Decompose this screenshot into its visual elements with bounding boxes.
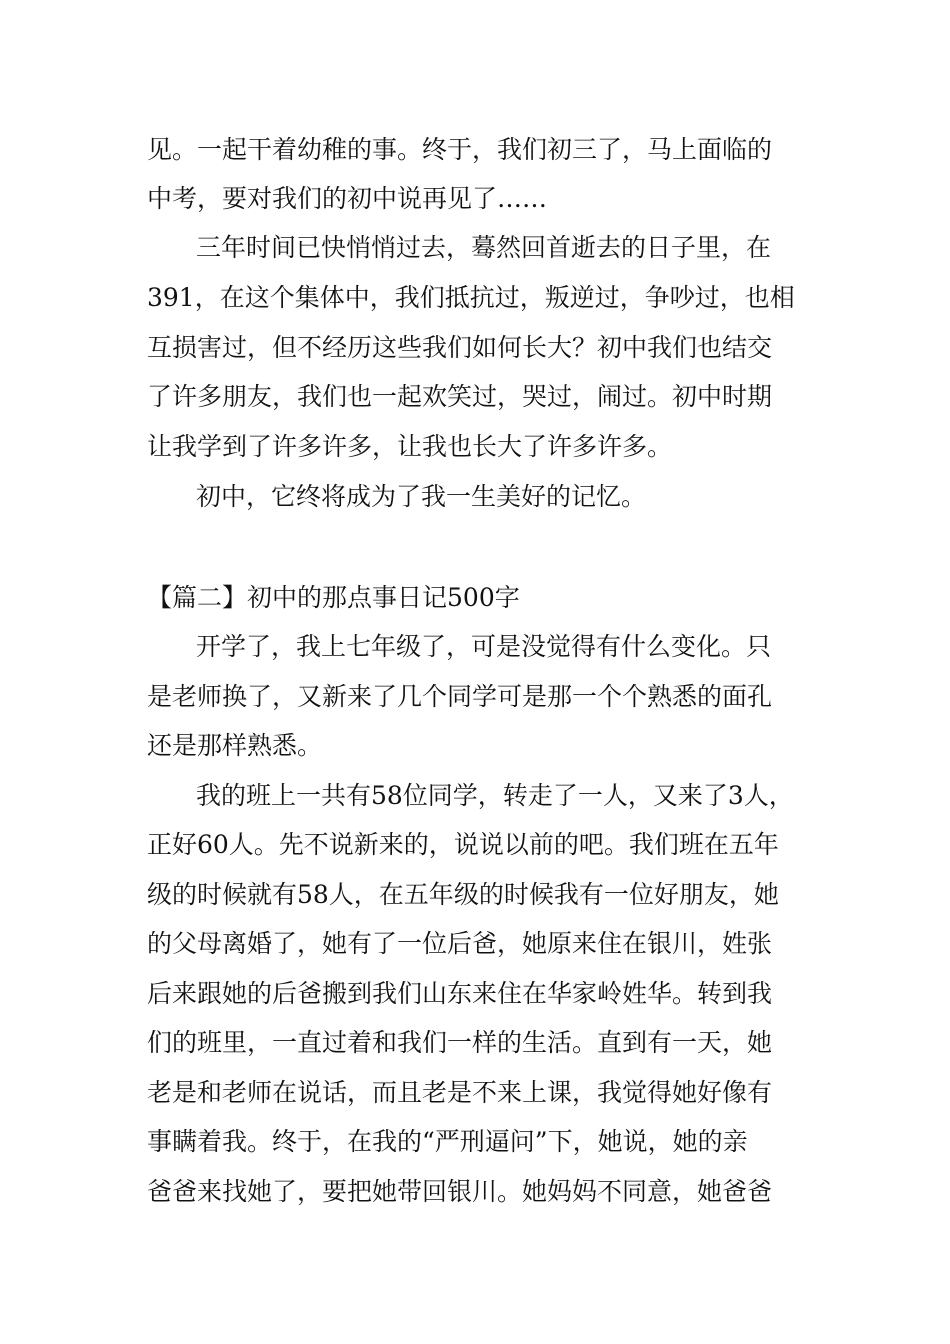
section-heading: 【篇二】初中的那点事日记500字: [147, 583, 520, 612]
paragraph-line: 正好60人。先不说新来的，说说以前的吧。我们班在五年: [147, 830, 779, 859]
paragraph-line: 见。一起干着幼稚的事。终于，我们初三了，马上面临的: [147, 135, 773, 164]
paragraph-line: 让我学到了许多许多，让我也长大了许多许多。: [147, 432, 673, 461]
paragraph-line: 391，在这个集体中，我们抵抗过，叛逆过，争吵过，也相: [147, 283, 795, 312]
paragraph-line: 是老师换了，又新来了几个同学可是那一个个熟悉的面孔: [147, 682, 773, 711]
paragraph-line: 事瞒着我。终于，在我的“严刑逼问”下，她说，她的亲: [147, 1127, 748, 1156]
paragraph-line: 互损害过，但不经历这些我们如何长大？初中我们也结交: [147, 333, 773, 362]
paragraph-line: 后来跟她的后爸搬到我们山东来住在华家岭姓华。转到我: [147, 979, 773, 1008]
paragraph-line: 爸爸来找她了，要把她带回银川。她妈妈不同意，她爸爸: [147, 1177, 773, 1206]
paragraph-line: 开学了，我上七年级了，可是没觉得有什么变化。只: [196, 632, 772, 661]
paragraph-line: 我的班上一共有58位同学，转走了一人，又来了3人，: [196, 781, 794, 810]
paragraph-line: 的父母离婚了，她有了一位后爸，她原来住在银川，姓张: [147, 929, 773, 958]
paragraph-line: 三年时间已快悄悄过去，蓦然回首逝去的日子里，在: [196, 233, 772, 262]
paragraph-line: 中考，要对我们的初中说再见了……: [147, 184, 548, 213]
paragraph-line: 了许多朋友，我们也一起欢笑过，哭过，闹过。初中时期: [147, 382, 773, 411]
paragraph-line: 老是和老师在说话，而且老是不来上课，我觉得她好像有: [147, 1078, 773, 1107]
paragraph-line: 还是那样熟悉。: [147, 731, 323, 760]
paragraph-line: 们的班里，一直过着和我们一样的生活。直到有一天，她: [147, 1028, 773, 1057]
paragraph-line: 初中，它终将成为了我一生美好的记忆。: [196, 482, 647, 511]
paragraph-line: 级的时候就有58人，在五年级的时候我有一位好朋友，她: [147, 880, 779, 909]
